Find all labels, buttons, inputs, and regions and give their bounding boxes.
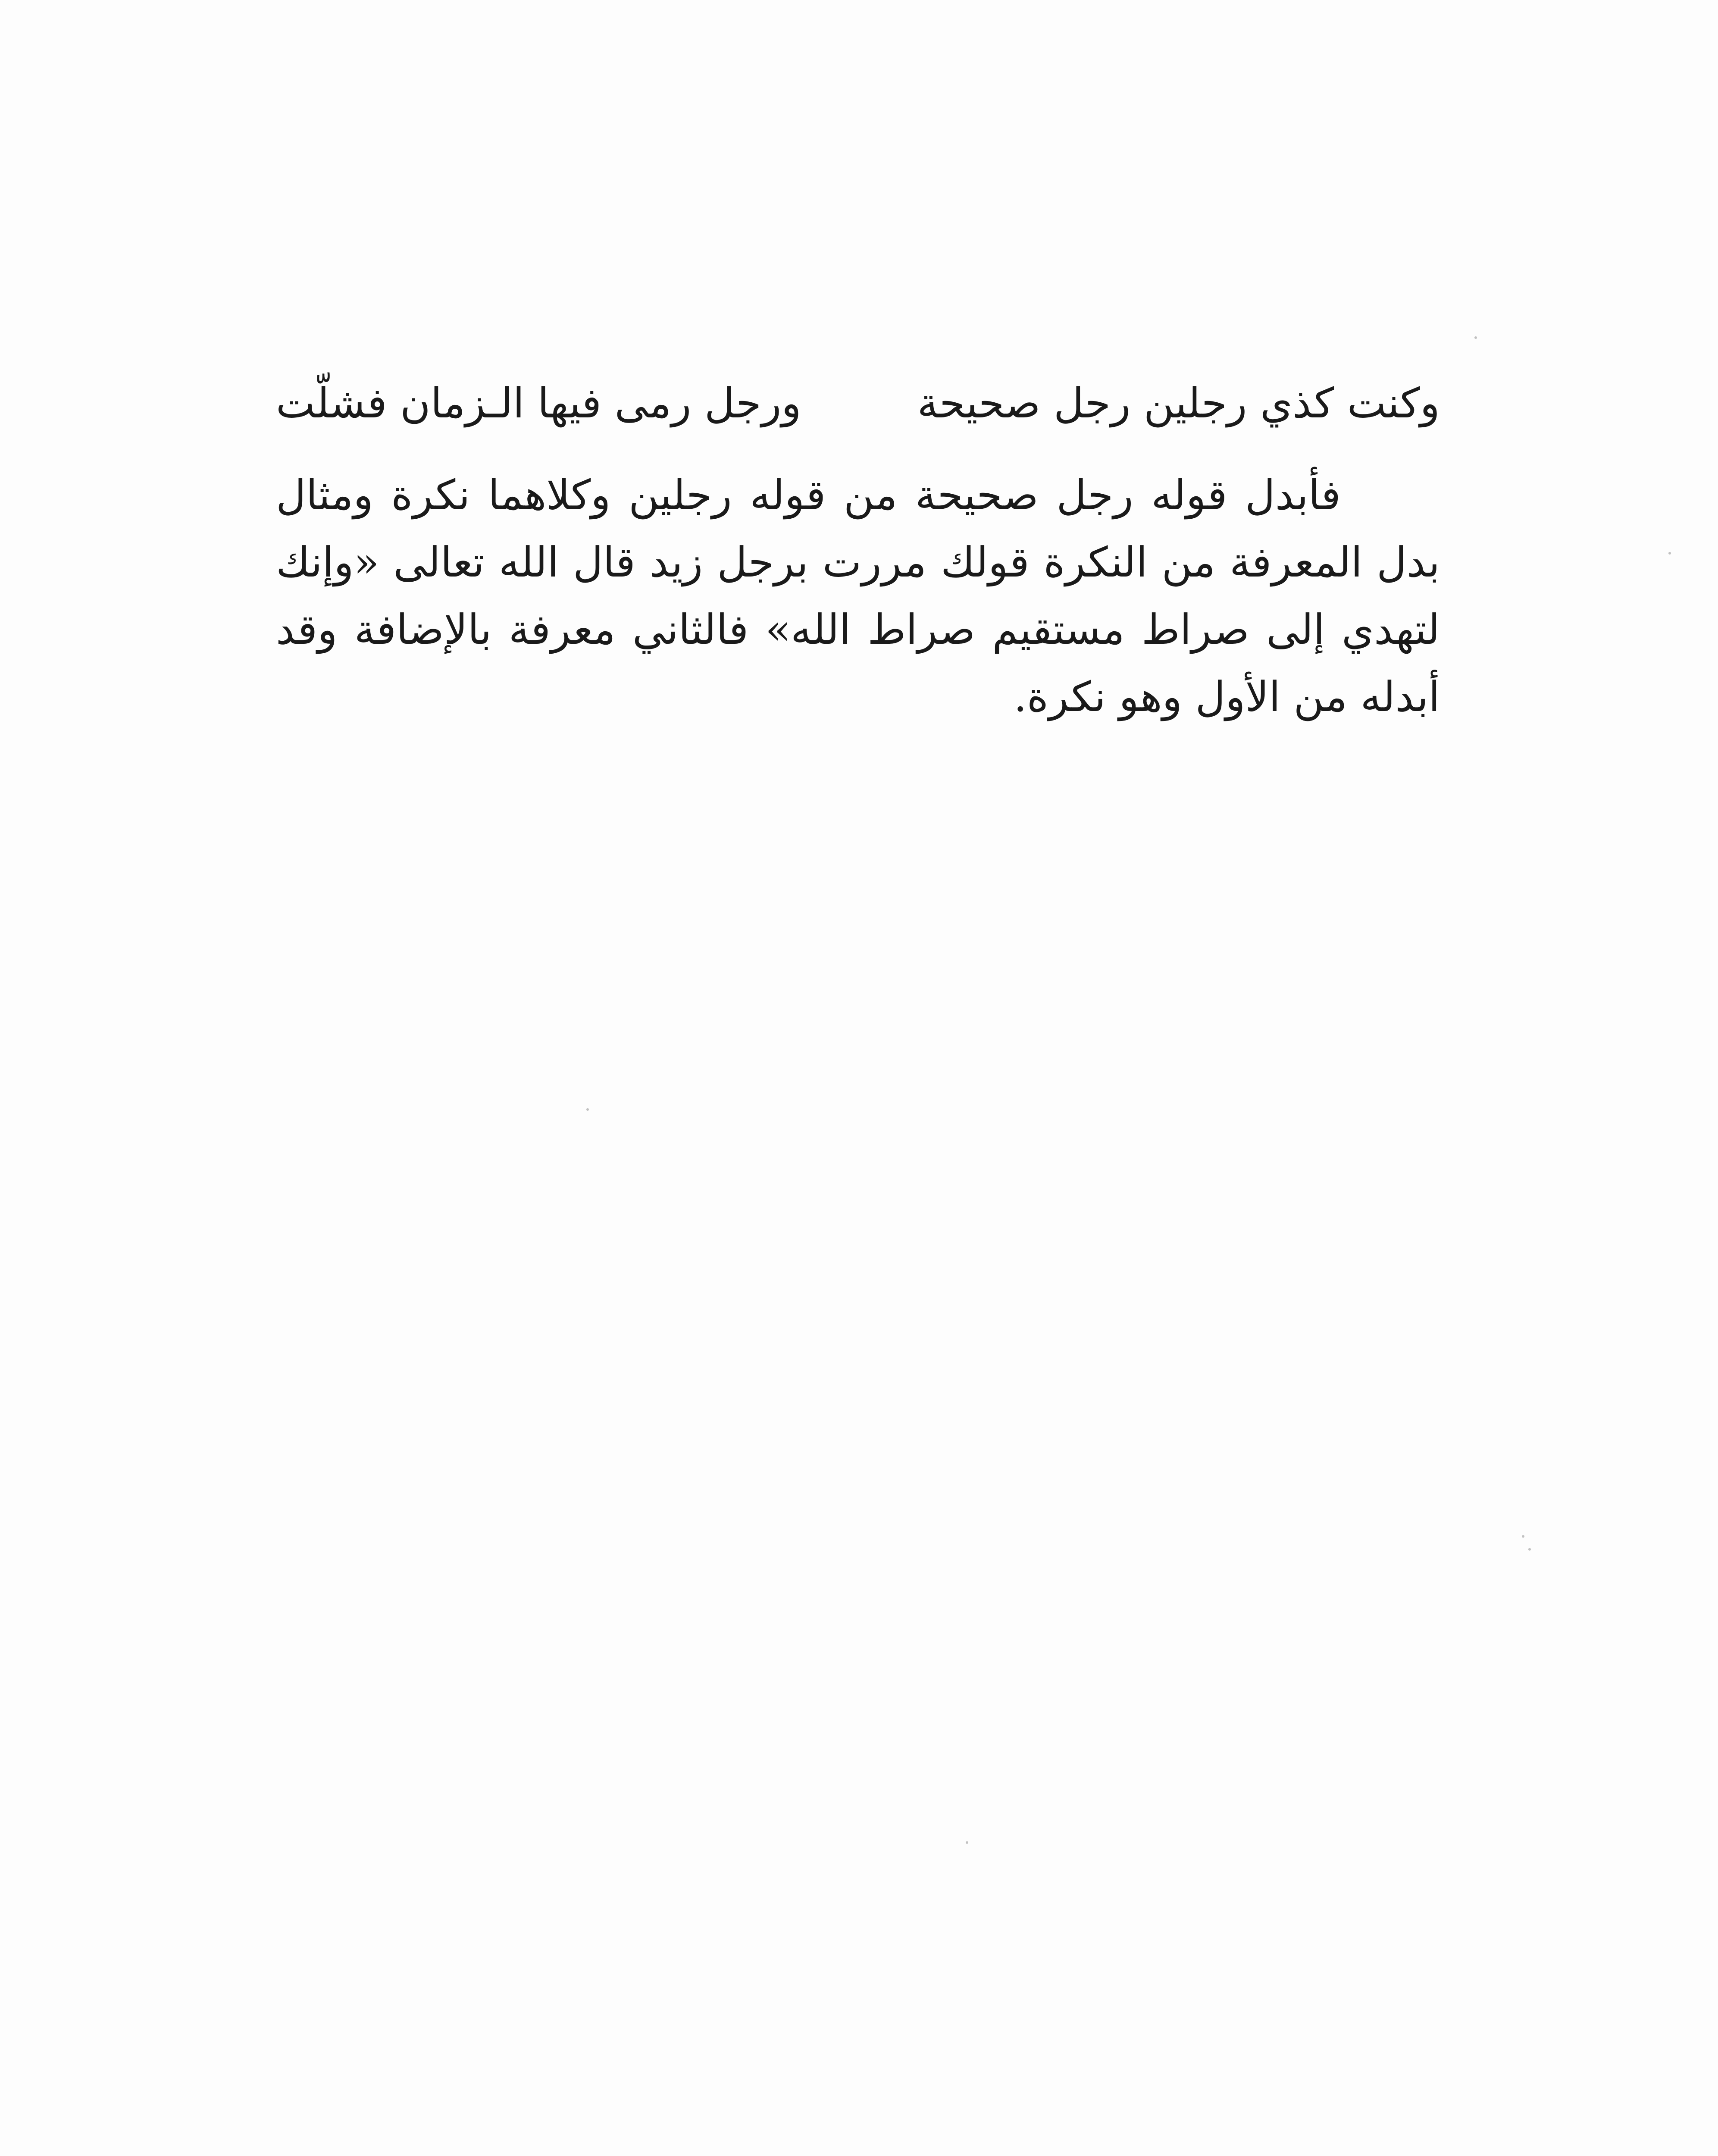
verse-second-hemistich: ورجل رمى فيها الـزمان فشلّت	[276, 379, 801, 427]
poetry-verse	[276, 371, 1440, 436]
scan-speck	[586, 1108, 589, 1111]
scan-speck	[1668, 552, 1671, 555]
verse-first-hemistich: وكنت كذي رجلين رجل صحيحة	[917, 379, 1440, 427]
text-block	[276, 371, 1440, 730]
scan-speck	[1528, 1548, 1531, 1551]
body-paragraph: فأبدل قوله رجل صحيحة من قوله رجلين وكلاهما نكرة ومثال بدل المعرفة من النكرة قولك مررت برجل زيد قال الله تعالى «وإنك لتهدي إلى صراط مستقيم صراط الله» فالثاني معرفة بالإضافة وقد أبدله من الأول وهو نكرة.	[276, 471, 1440, 721]
scan-speck	[1474, 336, 1477, 339]
scan-speck	[966, 1841, 968, 1844]
scan-speck	[1522, 1535, 1524, 1538]
